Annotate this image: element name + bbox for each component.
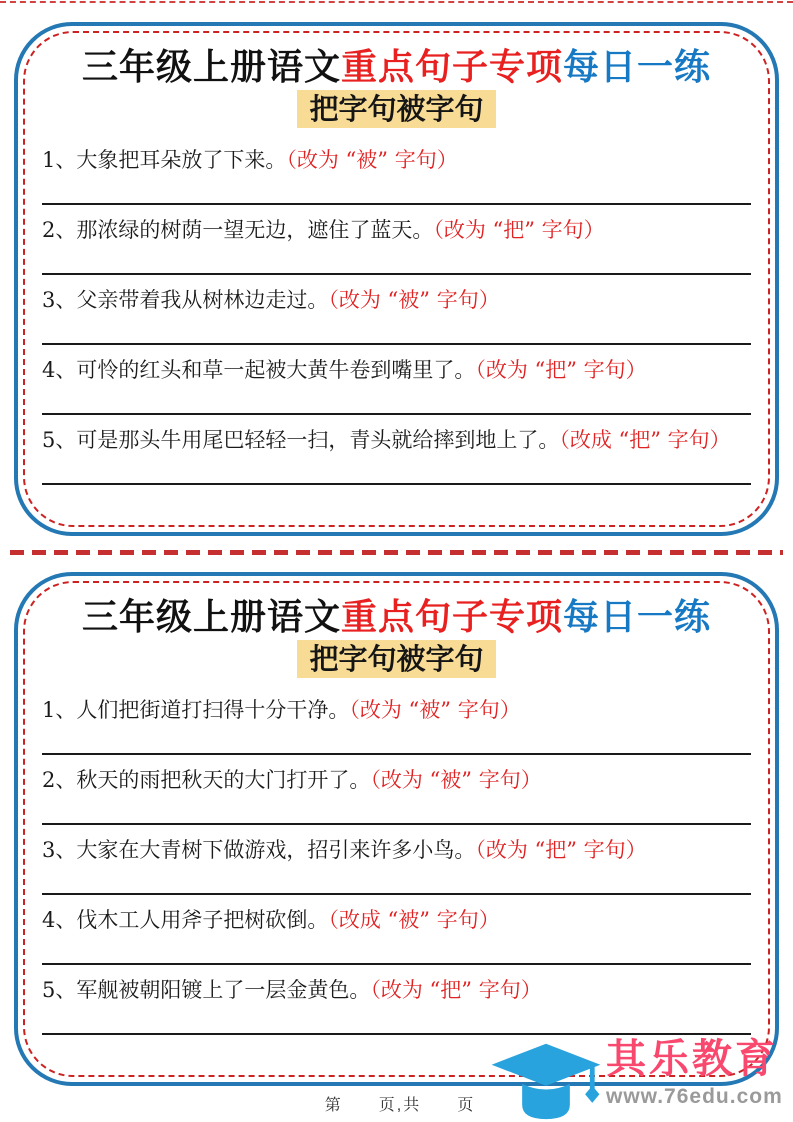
graduation-cap-icon [484, 1036, 608, 1122]
question-text [42, 275, 751, 313]
question-label: 2、那浓绿的树荫一望无边，遮住了蓝天。 [42, 218, 434, 242]
question-item [42, 415, 751, 485]
question-hint: （改成 “把” 字句） [559, 428, 731, 452]
question-text [42, 205, 751, 243]
question-text [42, 685, 751, 723]
title-segment-black: 三年级上册语文 [81, 596, 341, 637]
subtitle-row [18, 640, 775, 680]
question-hint: （改为 “被” 字句） [328, 288, 500, 312]
question-label: 1、大象把耳朵放了下来。 [42, 148, 287, 172]
question-text [42, 345, 751, 383]
worksheet-panel-2 [14, 572, 779, 1086]
question-label: 3、大家在大青树下做游戏，招引来许多小鸟。 [42, 838, 476, 862]
question-label: 1、人们把街道打扫得十分干净。 [42, 698, 350, 722]
question-item [42, 965, 751, 1035]
question-text [42, 755, 751, 793]
brand-url: www.76edu.com [606, 1085, 783, 1108]
question-text [42, 135, 751, 173]
worksheet-panel-1 [14, 22, 779, 536]
footer-page-label: 第 页,共 页 [324, 1097, 476, 1114]
cut-line-divider [10, 550, 783, 555]
question-label: 5、可是那头牛用尾巴轻轻一扫，青头就给摔到地上了。 [42, 428, 560, 452]
question-item [42, 345, 751, 415]
panel-title [18, 596, 775, 638]
subtitle-row [18, 90, 775, 130]
question-hint: （改为 “被” 字句） [349, 698, 521, 722]
question-label: 5、军舰被朝阳镀上了一层金黄色。 [42, 978, 371, 1002]
question-hint: （改为 “把” 字句） [475, 838, 647, 862]
question-hint: （改为 “把” 字句） [433, 218, 605, 242]
question-list [42, 135, 751, 485]
question-item [42, 895, 751, 965]
top-cut-line [0, 1, 793, 3]
question-text [42, 965, 751, 1003]
question-item [42, 755, 751, 825]
title-segment-blue: 每日一练 [563, 46, 712, 87]
question-item [42, 275, 751, 345]
brand-text-block [606, 1036, 783, 1109]
question-label: 3、父亲带着我从树林边走过。 [42, 288, 329, 312]
question-hint: （改为 “把” 字句） [370, 978, 542, 1002]
brand-name: 其乐教育 [606, 1037, 778, 1081]
answer-line [42, 483, 751, 485]
panel-title [18, 46, 775, 88]
question-item [42, 135, 751, 205]
title-segment-black: 三年级上册语文 [81, 46, 341, 87]
subtitle-highlight: 把字句被字句 [297, 640, 495, 678]
question-label: 4、可怜的红头和草一起被大黄牛卷到嘴里了。 [42, 358, 476, 382]
question-hint: （改为 “被” 字句） [370, 768, 542, 792]
subtitle-highlight: 把字句被字句 [297, 90, 495, 128]
title-segment-red: 重点句子专项 [340, 596, 563, 637]
question-item [42, 205, 751, 275]
question-text [42, 895, 751, 933]
question-list [42, 685, 751, 1035]
title-segment-red: 重点句子专项 [340, 46, 563, 87]
question-item [42, 825, 751, 895]
question-hint: （改成 “被” 字句） [328, 908, 500, 932]
question-text [42, 825, 751, 863]
question-item [42, 685, 751, 755]
question-label: 4、伐木工人用斧子把树砍倒。 [42, 908, 329, 932]
brand-logo [484, 1034, 784, 1122]
question-hint: （改为 “把” 字句） [475, 358, 647, 382]
question-hint: （改为 “被” 字句） [286, 148, 458, 172]
question-label: 2、秋天的雨把秋天的大门打开了。 [42, 768, 371, 792]
question-text [42, 415, 751, 453]
title-segment-blue: 每日一练 [563, 596, 712, 637]
